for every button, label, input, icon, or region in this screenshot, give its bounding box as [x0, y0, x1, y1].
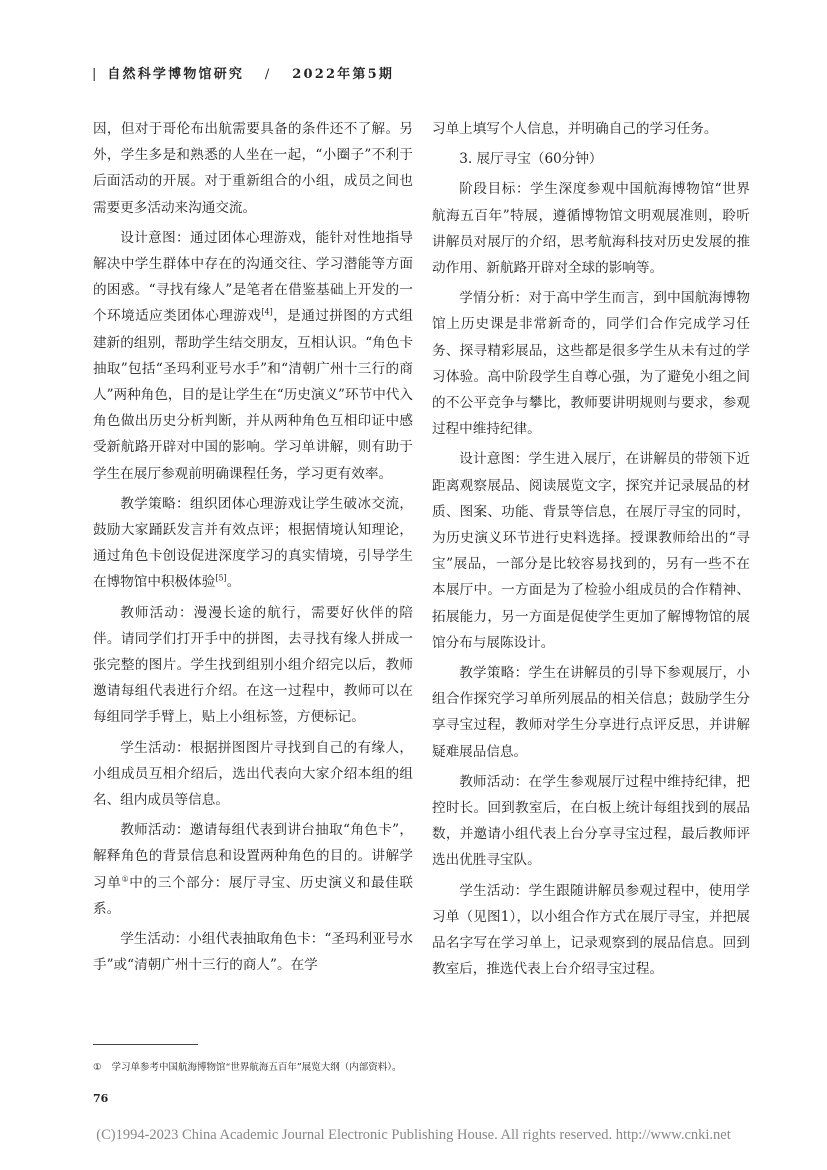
- paragraph: 阶段目标：学生深度参观中国航海博物馆“世界航海五百年”特展，遵循博物馆文明观展准则，聆听讲解员对展厅的介绍，思考航海科技对历史发展的推动作用、新航路开辟对全球的影响等。: [432, 181, 750, 277]
- text-run: 中的三个部分：展厅寻宝、历史演义和最佳联系。: [93, 874, 414, 917]
- text-run: 教师活动：邀请每组代表到讲台抽取“角色卡”，解释角色的背景信息和设置两种角色的目的。讲解学习单: [93, 822, 413, 891]
- citation-5: [5]: [215, 573, 227, 583]
- header-bar: |: [92, 67, 99, 82]
- copyright-notice: (C)1994-2023 China Academic Journal Electronic Publishing House. All rights reserved. http://www.cnki.net: [96, 1127, 731, 1143]
- paragraph: 学生活动：根据拼图图片寻找到自己的有缘人，小组成员互相介绍后，选出代表向大家介绍本组的组名、组内成员等信息。: [93, 739, 413, 809]
- footnote: [93, 1059, 402, 1073]
- footnote-text: 学习单参考中国航海博物馆“世界航海五百年”展览大纲（内部资料）。: [111, 1062, 402, 1073]
- text-run: 教学策略：组织团体心理游戏让学生破冰交流，鼓励大家踊跃发言并有效点评；根据情境认知理论，通过角色卡创设促进深度学习的真实情境，引导学生在博物馆中积极体验: [93, 495, 413, 591]
- paragraph: 因，但对于哥伦布出航需要具备的条件还不了解。另外，学生多是和熟悉的人坐在一起，“小圈子”不利于后面活动的开展。对于重新组合的小组，成员之间也需要更多活动来沟通交流。: [93, 121, 413, 216]
- paragraph: 教学策略：学生在讲解员的引导下参观展厅，小组合作探究学习单所列展品的相关信息；鼓励学生分享寻宝过程，教师对学生分享进行点评反思，并讲解疑难展品信息。: [432, 665, 750, 760]
- footnote-ref: ①: [121, 874, 130, 884]
- header-separator: /: [264, 67, 272, 82]
- left-column: [93, 116, 413, 979]
- paragraph: [93, 491, 413, 596]
- footnote-divider: [93, 1044, 198, 1045]
- paragraph: 学情分析：对于高中学生而言，到中国航海博物馆上历史课是非常新奇的，同学们合作完成学习任务、探寻精彩展品，这些都是很多学生从未有过的学习体验。高中阶段学生自尊心强，为了避免小组之间的不公平竞争与攀比，教师要讲明规则与要求，参观过程中维持纪律。: [432, 290, 750, 438]
- text-run: 设计意图：通过团体心理游戏，能针对性地指导解决中学生群体中存在的沟通交往、学习潜能等方面的困惑。“寻找有缘人”是笔者在借鉴基础上开发的一个环境适应类团体心理游戏: [93, 229, 413, 325]
- paragraph: 习单上填写个人信息，并明确自己的学习任务。: [432, 121, 718, 137]
- text-run: ，是通过拼图的方式组建新的组别，帮助学生结交朋友，互相认识。“角色卡抽取”包括“圣玛利亚号水手”和“清朝广州十三行的商人”两种角色，目的是让学生在“历史演义”环节中代入角色做出历史分析判断，并从两种角色互相印证中感受新航路开辟对中国的影响。学习单讲解，则有助于学生在展厅参观前明确课程任务，学习更有效率。: [93, 308, 414, 482]
- paragraph: 学生活动：学生跟随讲解员参观过程中，使用学习单（见图1），以小组合作方式在展厅寻宝，并把展品名字写在学习单上，记录观察到的展品信息。回到教室后，推选代表上台介绍寻宝过程。: [432, 882, 750, 978]
- running-header: [92, 63, 394, 82]
- journal-title: 自然科学博物馆研究: [107, 67, 245, 82]
- section-heading: 3. 展厅寻宝（60分钟）: [459, 151, 603, 168]
- text-run: 。: [226, 574, 241, 591]
- footnote-mark: ①: [93, 1062, 102, 1073]
- right-column: [432, 116, 750, 983]
- page-number: 76: [93, 1092, 109, 1105]
- paragraph: 教师活动：漫漫长途的航行，需要好伙伴的陪伴。请同学们打开手中的拼图，去寻找有缘人拼成一张完整的图片。学生找到组别小组介绍完以后，教师邀请每组代表进行介绍。在这一过程中，教师可以在每组同学手臂上，贴上小组标签，方便标记。: [93, 604, 413, 726]
- paragraph: 设计意图：学生进入展厅，在讲解员的带领下近距离观察展品、阅读展览文字，探究并记录展品的材质、图案、功能、背景等信息，在展厅寻宝的同时，为历史演义环节进行史料选择。授课教师给出的“寻宝”展品，一部分是比较容易找到的，另有一些不在本展厅中。一方面是为了检验小组成员的合作精神、拓展能力，另一方面是促使学生更加了解博物馆的展馆分布与展陈设计。: [432, 451, 750, 651]
- paragraph: 学生活动：小组代表抽取角色卡：“圣玛利亚号水手”或“清朝广州十三行的商人”。在学: [93, 931, 413, 974]
- paragraph: 教师活动：在学生参观展厅过程中维持纪律，把控时长。回到教室后，在白板上统计每组找到的展品数，并邀请小组代表上台分享寻宝过程，最后教师评选出优胜寻宝队。: [432, 773, 750, 869]
- paragraph: [93, 817, 413, 922]
- paragraph: [93, 225, 413, 487]
- citation-4: [4]: [261, 307, 273, 317]
- issue-label: 2022年第5期: [292, 67, 395, 82]
